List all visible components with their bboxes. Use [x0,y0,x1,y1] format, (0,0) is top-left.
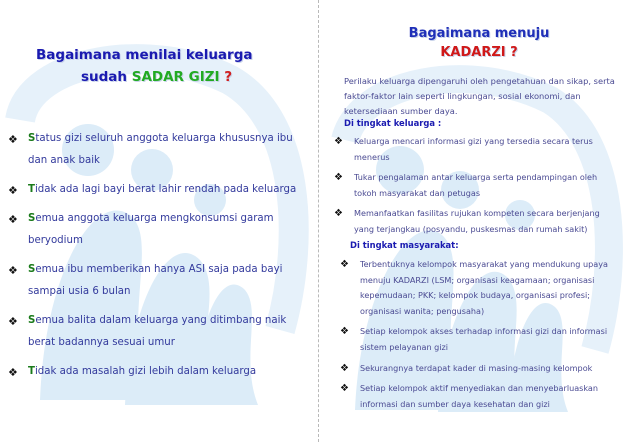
item-text: emua anggota keluarga mengkonsumsi garam beryodium [28,213,274,246]
diamond-cluster-icon: ❖ [8,133,18,146]
title-line-2: KADARZI ? [440,45,518,60]
diamond-cluster-icon: ❖ [8,183,18,197]
family-level-list [334,134,622,243]
drop-letter: S [28,213,36,225]
list-item [8,259,314,302]
title-suffix: ? [219,69,233,85]
drop-letter: T [28,365,35,377]
item-text: emua balita dalam keluarga yang ditimbang naik berat badannya sesuai umur [28,314,287,348]
fold-divider [318,0,319,442]
list-item [8,361,314,383]
item-text: emua ibu memberikan hanya ASI saja pada bayi sampai usia 6 bulan [28,264,283,297]
list-item [340,381,628,412]
page-title [36,44,296,88]
diamond-cluster-icon: ❖ [8,314,18,328]
diamond-cluster-icon: ❖ [340,383,349,395]
drop-letter: S [28,264,36,276]
community-level-list [340,257,628,417]
title-line-2 [36,66,296,88]
diamond-cluster-icon: ❖ [334,208,343,220]
diamond-cluster-icon: ❖ [340,259,349,270]
diamond-cluster-icon: ❖ [340,326,349,338]
list-item [340,361,628,377]
list-item [8,208,314,251]
item-text: Setiap kelompok akses terhadap informasi gizi dan informasi sistem pelayanan gizi [360,326,608,352]
list-item [8,310,314,353]
item-text: Keluarga mencari informasi gizi yang tersedia secara terus menerus [354,136,593,162]
title-prefix: sudah [81,69,132,85]
drop-letter: S [28,314,36,326]
right-panel [320,0,638,442]
item-text: idak ada lagi bayi berat lahir rendah pada keluarga [34,183,297,195]
item-text: Setiap kelompok aktif menyediakan dan menyebarluaskan informasi dan sumber daya kesehatan dan gizi [360,383,599,409]
list-item [8,128,314,171]
item-text: Sekurangnya terdapat kader di masing-masing kelompok [360,362,593,373]
intro-paragraph: Perilaku keluarga dipengaruhi oleh pengetahuan dan sikap, serta faktor-faktor lain seperti lingkungan, sosial ekonomi, dan ketersediaan sumber daya. [344,76,615,116]
list-item [340,324,628,355]
list-item [334,170,622,201]
subheading-keluarga: Di tingkat keluarga : [344,118,442,128]
drop-letter: S [28,133,36,144]
section-title [320,24,638,62]
list-item [334,134,622,165]
list-item [334,206,622,237]
list-item [340,257,628,319]
item-text: Tukar pengalaman antar keluarga serta pendampingan oleh tokoh masyarakat dan petugas [354,172,598,198]
item-text: idak ada masalah gizi lebih dalam keluarga [34,365,257,377]
drop-letter: T [28,183,35,195]
item-text: Memanfaatkan fasilitas rujukan kompeten secara berjenjang yang terjangkau (posyandu, puskesmas dan rumah sakit) [354,208,600,234]
diamond-cluster-icon: ❖ [8,213,18,227]
item-text: Terbentuknya kelompok masyarakat yang mendukung upaya menuju KADARZI (LSM; organisasi keagamaan; organisasi kepemudaan; PKK; kelompok budaya, organisasi profesi; organisasi wanita; pengusaha) [360,259,608,316]
diamond-cluster-icon: ❖ [340,362,349,374]
diamond-cluster-icon: ❖ [334,136,343,147]
diamond-cluster-icon: ❖ [8,365,18,379]
title-line-1: Bagaimana menuju [408,26,550,41]
list-item [8,179,314,201]
item-text: tatus gizi seluruh anggota keluarga khususnya ibu dan anak baik [28,133,293,166]
subheading-masyarakat: Di tingkat masyarakat: [350,240,459,250]
title-line-1: Bagaimana menilai keluarga [36,47,253,63]
diamond-cluster-icon: ❖ [334,172,343,184]
kadarzi-criteria-list [8,128,314,390]
left-panel [0,0,318,442]
title-highlight: SADAR GIZI [131,69,220,85]
diamond-cluster-icon: ❖ [8,264,18,278]
